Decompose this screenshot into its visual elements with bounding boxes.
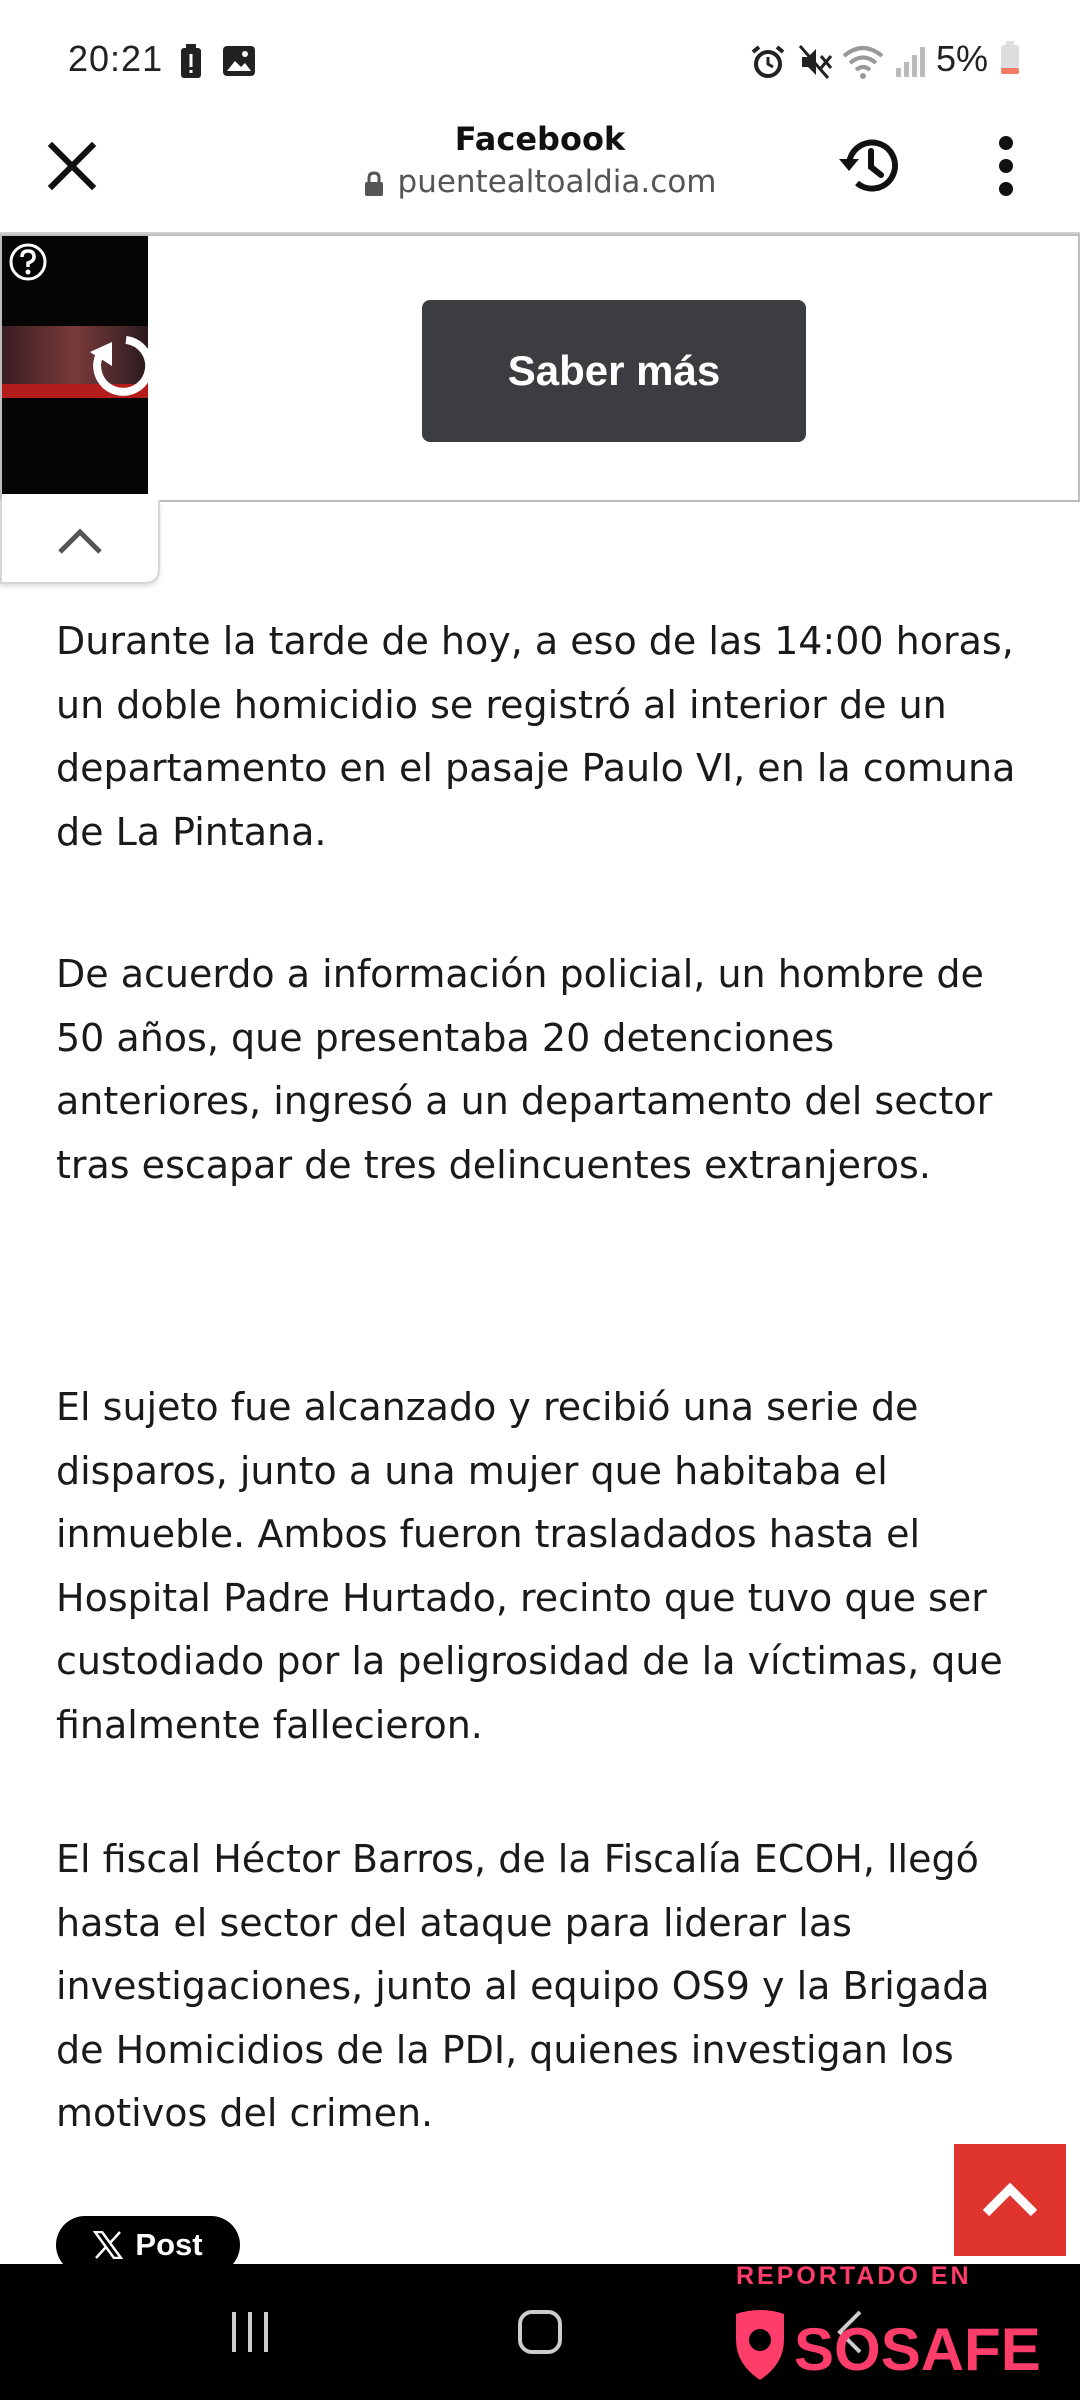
ad-banner[interactable] <box>0 234 1080 502</box>
history-icon <box>835 131 905 201</box>
article-paragraph-4: El fiscal Héctor Barros, de la Fiscalía ECOH, llegó hasta el sector del ataque para liderar las investigaciones, junto al equipo OS9 y la Brigada de Homicidios de la PDI, quienes investigan los motivos del crimen. <box>56 1837 990 2135</box>
chevron-up-icon <box>56 526 104 556</box>
url-text: puentealtoaldia.com <box>397 164 717 200</box>
history-button[interactable] <box>830 126 910 206</box>
ad-info-icon[interactable] <box>8 242 48 282</box>
alarm-icon <box>750 44 786 80</box>
chevron-up-icon <box>981 2182 1039 2218</box>
status-bar <box>0 0 1080 120</box>
home-icon <box>516 2308 564 2356</box>
battery-low-icon <box>1000 41 1020 75</box>
sosafe-logo <box>730 2306 1070 2386</box>
article-paragraph-1: Durante la tarde de hoy, a eso de las 14:00 horas, un doble homicidio se registró al interior de un departamento en el pasaje Paulo VI, en la comuna de La Pintana. <box>56 619 1016 854</box>
more-options-button[interactable] <box>976 126 1036 206</box>
article-paragraph-3: El sujeto fue alcanzado y recibió una serie de disparos, junto a una mujer que habitaba el inmueble. Ambos fueron trasladados hasta el Hospital Padre Hurtado, recinto que tuvo que ser custodiado por la peligrosidad de la víctimas, que finalmente fallecieron. <box>56 1385 1003 1747</box>
scroll-to-top-button[interactable] <box>954 2144 1066 2256</box>
recent-apps-icon <box>228 2310 272 2354</box>
signal-icon <box>894 44 928 78</box>
collapse-ad-button[interactable] <box>0 500 160 584</box>
article-paragraph-2: De acuerdo a información policial, un hombre de 50 años, que presentaba 20 detenciones anteriores, ingresó a un departamento del sector tras escapar de tres delincuentes extranjeros. <box>56 952 993 1187</box>
sosafe-brand: SOSAFE <box>794 2316 1041 2383</box>
page-url[interactable] <box>0 164 1080 200</box>
recent-apps-button[interactable] <box>190 2264 310 2400</box>
replay-icon[interactable] <box>86 326 148 406</box>
x-post-label: Post <box>135 2227 203 2262</box>
watermark-label: REPORTADO EN <box>736 2262 972 2290</box>
battery-percent: 5% <box>936 38 1020 80</box>
status-time: 20:21 <box>68 38 164 79</box>
wifi-icon <box>842 44 884 80</box>
ad-video-thumbnail[interactable] <box>2 236 148 494</box>
page-title: Facebook <box>454 120 626 158</box>
image-icon <box>222 44 256 78</box>
more-vert-icon <box>998 135 1014 197</box>
battery-alert-icon <box>178 44 204 80</box>
x-logo-icon <box>93 2231 123 2259</box>
lock-icon <box>364 171 384 197</box>
home-button[interactable] <box>480 2264 600 2400</box>
custom-tab-toolbar <box>0 120 1080 234</box>
mute-icon <box>798 44 834 80</box>
ad-cta-button[interactable]: Saber más <box>422 300 806 442</box>
